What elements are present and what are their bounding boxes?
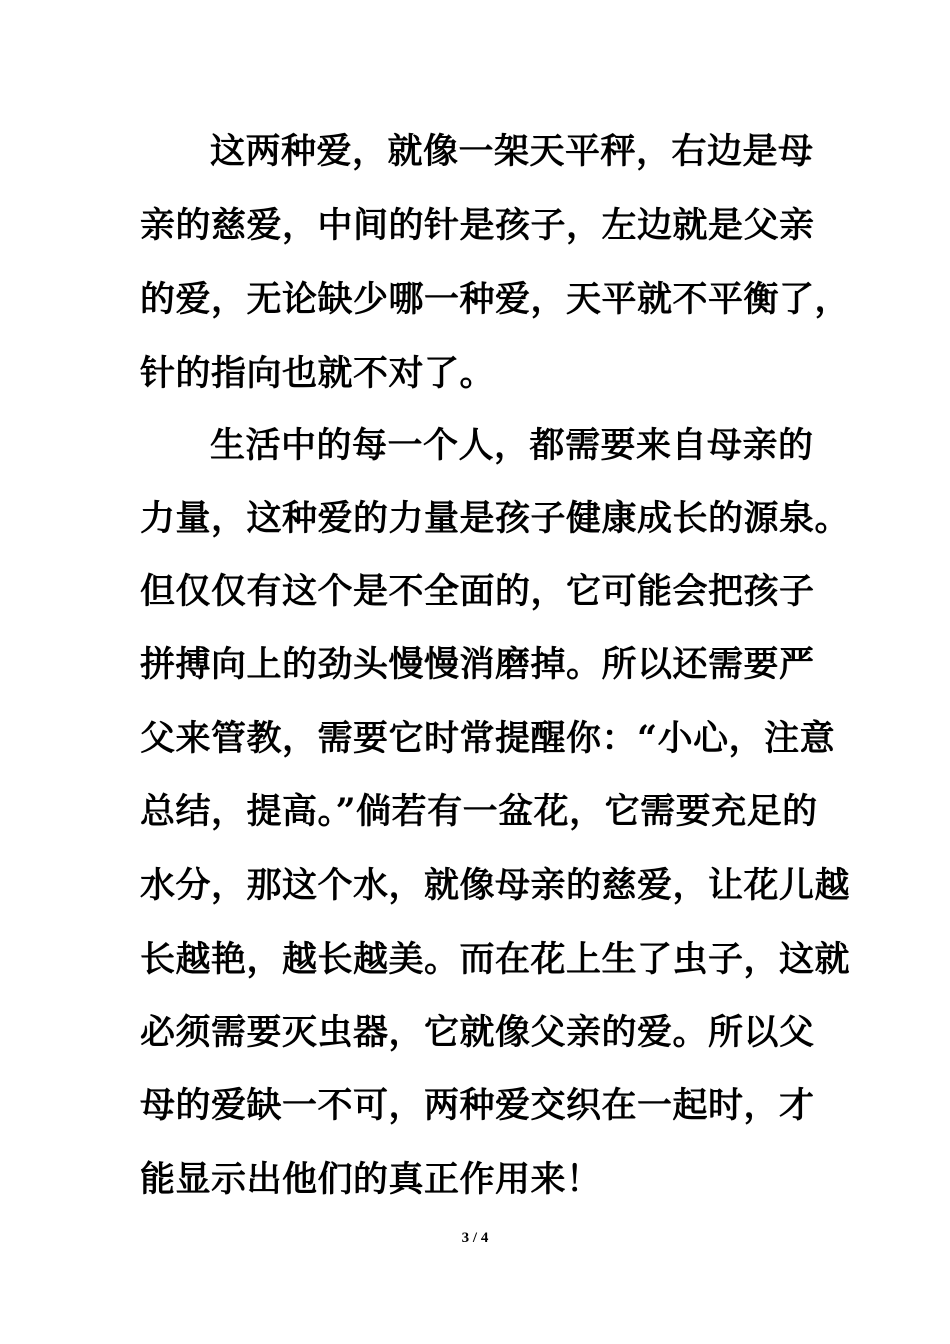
paragraph-2-line-11: 能显示出他们的真正作用来！	[140, 1159, 602, 1200]
paragraph-1-line-2: 亲的慈爱，中间的针是孩子，左边就是父亲	[140, 205, 815, 246]
paragraph-1-line-3: 的爱，无论缺少哪一种爱，天平就不平衡了，	[140, 279, 851, 320]
paragraph-1-line-4: 针的指向也就不对了。	[140, 353, 496, 394]
paragraph-2-line-10: 母的爱缺一不可，两种爱交织在一起时，才	[140, 1085, 815, 1126]
paragraph-2-line-4: 拼搏向上的劲头慢慢消磨掉。所以还需要严	[140, 644, 815, 685]
page-number: 3 / 4	[461, 1230, 489, 1246]
paragraph-2-line-6: 总结，提高。”倘若有一盆花，它需要充足的	[140, 791, 818, 832]
paragraph-2-line-5: 父来管教，需要它时常提醒你：“小心，注意	[140, 718, 836, 759]
paragraph-2-line-8: 长越艳，越长越美。而在花上生了虫子，这就	[140, 939, 851, 980]
paragraph-2-line-3: 但仅仅有这个是不全面的，它可能会把孩子	[140, 571, 815, 612]
paragraph-2-line-1: 生活中的每一个人，都需要来自母亲的	[210, 425, 814, 466]
paragraph-2-line-2: 力量，这种爱的力量是孩子健康成长的源泉。	[140, 498, 851, 539]
paragraph-2-line-9: 必须需要灭虫器，它就像父亲的爱。所以父	[140, 1012, 815, 1053]
paragraph-2-line-7: 水分，那这个水，就像母亲的慈爱，让花儿越	[140, 865, 851, 906]
paragraph-1-line-1: 这两种爱，就像一架天平秤，右边是母	[210, 131, 814, 172]
